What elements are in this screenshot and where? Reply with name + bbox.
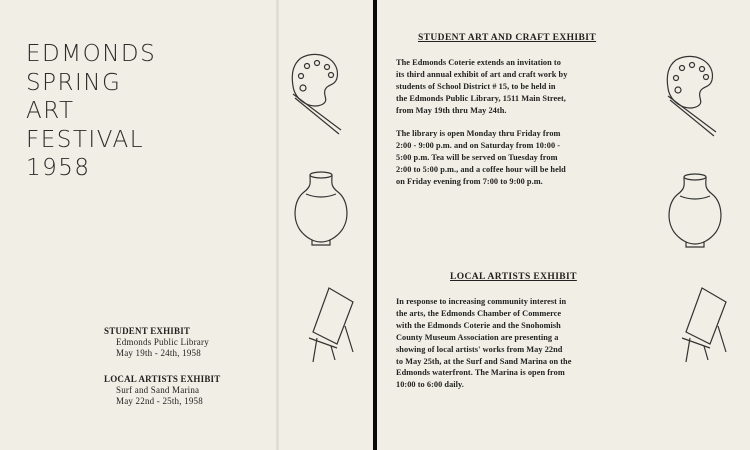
title-line: EDMONDS — [26, 41, 157, 67]
title-line: 1958 — [26, 155, 91, 181]
text-line: 2:00 to 5:00 p.m., and a coffee hour will be held — [396, 164, 566, 174]
student-exhibit-heading: STUDENT ART AND CRAFT EXHIBIT — [418, 33, 597, 43]
text-line: from May 19th thru May 24th. — [396, 105, 507, 115]
local-exhibit-label: LOCAL ARTISTS EXHIBIT — [104, 374, 221, 384]
library-hours-paragraph — [396, 128, 622, 188]
local-exhibit-dates: May 22nd - 25th, 1958 — [116, 396, 203, 406]
text-line: 5:00 p.m. Tea will be served on Tuesday from — [396, 152, 558, 162]
local-exhibit-info — [104, 374, 220, 407]
text-line: In response to increasing community interest in — [396, 297, 567, 306]
title-line: FESTIVAL — [26, 126, 145, 153]
easel-icon — [307, 286, 357, 364]
text-line: The Edmonds Coterie extends an invitation to — [396, 58, 561, 67]
text-line: showing of local artists' works from May 22nd — [396, 344, 563, 354]
student-exhibit-info — [104, 326, 209, 359]
local-artists-heading: LOCAL ARTISTS EXHIBIT — [450, 272, 577, 282]
text-line: County Museum Association are presenting a — [396, 332, 559, 342]
local-artists-paragraph — [396, 296, 622, 391]
page-fold — [276, 0, 279, 450]
local-exhibit-location: Surf and Sand Marina — [116, 385, 200, 395]
left-page — [0, 0, 373, 450]
palette-icon — [289, 50, 345, 138]
student-exhibit-dates: May 19th - 24th, 1958 — [116, 348, 201, 358]
text-line: The library is open Monday thru Friday from — [396, 129, 561, 138]
text-line: 10:00 to 6:00 daily. — [396, 380, 464, 390]
easel-icon — [680, 286, 730, 364]
student-exhibit-location: Edmonds Public Library — [116, 337, 209, 347]
text-line: with the Edmonds Coterie and the Snohomish — [396, 320, 561, 330]
title-line: ART — [26, 98, 75, 124]
text-line: the Edmonds Public Library, 1511 Main Street, — [396, 93, 566, 103]
vase-icon — [666, 172, 724, 250]
student-exhibit-paragraph — [396, 57, 622, 117]
student-exhibit-label: STUDENT EXHIBIT — [104, 326, 191, 336]
text-line: its third annual exhibit of art and craft work by — [396, 69, 568, 79]
title-line: SPRING — [26, 69, 122, 96]
palette-icon — [664, 52, 720, 140]
text-line: the arts, the Edmonds Chamber of Commerce — [396, 308, 562, 318]
text-line: students of School District # 15, to be held in — [396, 81, 556, 91]
text-line: Edmonds waterfront. The Marina is open from — [396, 368, 565, 378]
text-line: 2:00 - 9:00 p.m. and on Saturday from 10:00 - — [396, 140, 561, 150]
text-line: on Friday evening from 7:00 to 9:00 p.m. — [396, 176, 543, 186]
text-line: to May 25th, at the Surf and Sand Marina on the — [396, 356, 572, 366]
vase-icon — [292, 170, 350, 248]
festival-title — [26, 40, 156, 183]
